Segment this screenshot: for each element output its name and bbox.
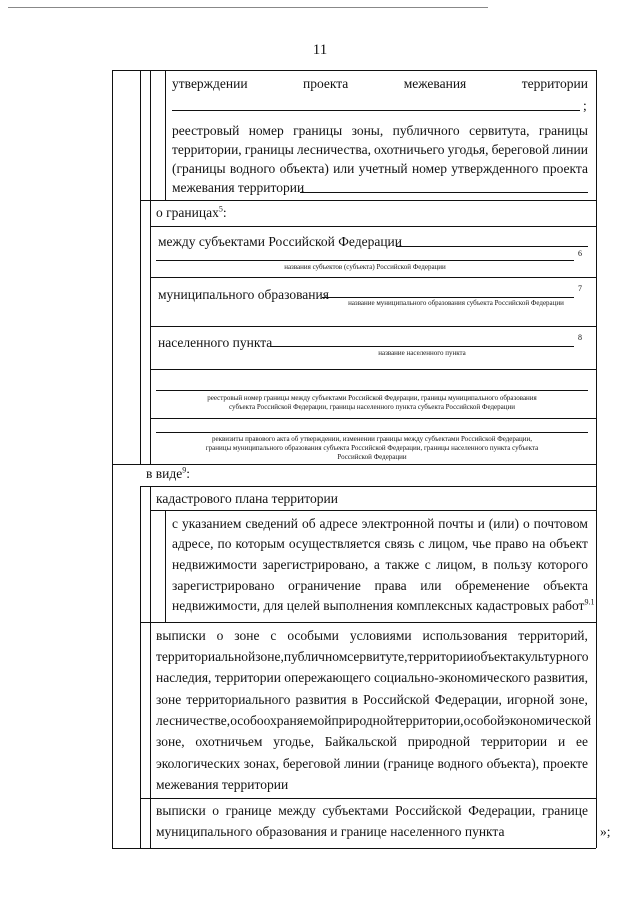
word: обременение bbox=[455, 578, 530, 593]
word: проекта bbox=[542, 161, 588, 176]
registry-para-line-3 bbox=[172, 161, 588, 177]
registry-para-last: межевания территории bbox=[172, 180, 305, 195]
word: территории bbox=[407, 649, 474, 664]
footnote-ref: 5 bbox=[218, 204, 223, 214]
extract-line-6 bbox=[156, 734, 588, 750]
word: зонах, bbox=[243, 756, 280, 771]
word: проекте bbox=[542, 756, 588, 771]
word: также bbox=[385, 557, 420, 572]
approval-line-1 bbox=[172, 76, 588, 92]
word: береговой bbox=[491, 142, 550, 157]
word: которого bbox=[537, 557, 588, 572]
frame-left-5 bbox=[140, 486, 141, 848]
word: экологических bbox=[156, 756, 241, 771]
registry-para-line-2 bbox=[172, 142, 588, 158]
word: особыми bbox=[287, 628, 339, 643]
subjects-blank bbox=[396, 246, 588, 247]
word: и bbox=[477, 516, 485, 531]
word: игорной bbox=[507, 692, 555, 707]
word: лицом, bbox=[436, 557, 476, 572]
word: наследия, bbox=[156, 670, 212, 685]
colon: : bbox=[222, 205, 227, 220]
details-caption-3: Российской Федерации bbox=[337, 453, 407, 461]
registry-caption-1: реестровый номер границы между субъектами Российской Федерации, границы муниципального образования bbox=[207, 394, 537, 402]
approval-semicolon: ; bbox=[583, 98, 587, 113]
registry-caption-2: субъекта Российской Федерации, границы населенного пункта субъекта Российской Федерации bbox=[229, 403, 515, 411]
word: проекта bbox=[302, 76, 349, 91]
word: границы bbox=[538, 123, 588, 138]
settlement-caption: название населенного пункта bbox=[378, 349, 466, 357]
row-line-3 bbox=[150, 277, 596, 278]
word: береговой bbox=[282, 756, 341, 771]
word: объект bbox=[549, 536, 588, 551]
word: объекта), bbox=[486, 756, 540, 771]
border-extract-last: муниципального образования и границе населенного пункта bbox=[156, 824, 505, 839]
word: водного bbox=[229, 161, 276, 176]
subjects-blank-2 bbox=[156, 260, 574, 261]
closing-quote: »; bbox=[600, 824, 611, 839]
word: с bbox=[270, 628, 277, 643]
word: линии bbox=[552, 142, 588, 157]
email-line-1 bbox=[172, 516, 588, 532]
word: территориального bbox=[186, 692, 291, 707]
extract-line-5 bbox=[156, 713, 592, 729]
word: зоны, bbox=[351, 123, 384, 138]
word: ее bbox=[575, 734, 588, 749]
word: использования bbox=[422, 628, 508, 643]
word: природной bbox=[331, 713, 394, 728]
word: номер bbox=[411, 161, 447, 176]
word: объекта bbox=[473, 649, 519, 664]
word: субъектами bbox=[322, 803, 389, 818]
municipal-label: муниципального образования bbox=[158, 287, 329, 302]
word: которым bbox=[235, 536, 285, 551]
word: по bbox=[217, 536, 232, 551]
word: зоне bbox=[234, 628, 260, 643]
word: территории bbox=[521, 76, 588, 91]
word: лицом, bbox=[428, 536, 469, 551]
settlement-blank bbox=[270, 346, 574, 347]
word: Российской bbox=[363, 692, 430, 707]
extract-line-3 bbox=[156, 670, 588, 686]
cadastral-plan: кадастрового плана территории bbox=[156, 491, 338, 506]
word: сведений bbox=[245, 516, 298, 531]
word: сервитуте, bbox=[347, 649, 408, 664]
word: границы bbox=[244, 142, 294, 157]
word: с bbox=[172, 516, 178, 531]
extract-line-2 bbox=[156, 649, 588, 665]
row-line-0 bbox=[112, 70, 596, 71]
word: территории bbox=[480, 734, 548, 749]
word: границе bbox=[225, 803, 272, 818]
word: границе bbox=[542, 803, 588, 818]
word: границы bbox=[293, 123, 343, 138]
word: охотничьем bbox=[195, 734, 263, 749]
word: опережающего bbox=[284, 670, 371, 685]
row-line-5 bbox=[150, 369, 596, 370]
municipal-blank bbox=[322, 297, 574, 298]
word: природной bbox=[407, 734, 471, 749]
registry-number-blank bbox=[156, 390, 588, 391]
row-line-11 bbox=[140, 798, 596, 799]
email-last-text: недвижимости, для целей выполнения комплексных кадастровых работ bbox=[172, 598, 585, 613]
word: территорий, bbox=[518, 628, 588, 643]
row-line-1 bbox=[140, 200, 596, 201]
word: связь bbox=[384, 536, 415, 551]
word: о bbox=[216, 628, 224, 643]
registry-blank bbox=[300, 192, 588, 193]
word: экономической bbox=[504, 713, 592, 728]
details-caption-2: границы муниципального образования субъекта Российской Федерации, границы населенного пункта субъекта bbox=[205, 444, 539, 452]
word: с bbox=[418, 536, 425, 551]
frame-left-3 bbox=[150, 70, 151, 464]
row-line-6 bbox=[150, 418, 596, 419]
word: особой bbox=[463, 713, 505, 728]
row-line-8 bbox=[140, 486, 596, 487]
word: угодья, bbox=[447, 142, 489, 157]
word: зоне, bbox=[255, 649, 284, 664]
word: зоне, bbox=[559, 692, 588, 707]
word: зарегистрировано bbox=[172, 578, 275, 593]
extract-last: межевания территории bbox=[156, 777, 289, 792]
details-caption-1: реквизиты правового акта об утверждении, изменении границы между субъектами Российской Федерации, bbox=[211, 435, 533, 443]
word: почтовом bbox=[533, 516, 588, 531]
frame-left-7 bbox=[165, 510, 166, 622]
top-rule bbox=[8, 7, 488, 8]
subjects-label: между субъектами Российской Федерации bbox=[158, 234, 402, 249]
email-line-3 bbox=[172, 557, 588, 573]
word: утвержденного bbox=[451, 161, 539, 176]
word: зоне, bbox=[156, 734, 185, 749]
word: между bbox=[278, 803, 316, 818]
footnote-ref: 9 bbox=[182, 465, 187, 475]
details-blank bbox=[156, 432, 588, 433]
word: адресе bbox=[319, 516, 358, 531]
word: территории, bbox=[393, 713, 464, 728]
word: в bbox=[481, 557, 488, 572]
row-line-12 bbox=[112, 848, 596, 849]
word: указанием bbox=[181, 516, 242, 531]
word: (границе bbox=[383, 756, 434, 771]
word: или bbox=[333, 161, 355, 176]
word: чье bbox=[472, 536, 492, 551]
frame-right bbox=[596, 70, 597, 848]
word: публичного bbox=[392, 123, 460, 138]
word: условиями bbox=[349, 628, 412, 643]
frame-left-2 bbox=[140, 70, 141, 464]
frame-left-outer bbox=[112, 70, 113, 848]
extract-line-4 bbox=[156, 692, 588, 708]
settlement-note: 8 bbox=[578, 333, 582, 342]
frame-left-4 bbox=[165, 70, 166, 200]
extract-line-1 bbox=[156, 628, 588, 644]
settlement-label: населенного пункта bbox=[158, 335, 273, 350]
word: почты bbox=[438, 516, 474, 531]
word: об bbox=[301, 516, 316, 531]
word: развития, bbox=[533, 670, 588, 685]
word: территории, bbox=[172, 142, 242, 157]
subjects-note: 6 bbox=[578, 249, 582, 258]
colon: : bbox=[186, 466, 190, 481]
word: (границы bbox=[172, 161, 226, 176]
word: Федерации, bbox=[434, 692, 502, 707]
word: территориальной bbox=[156, 649, 256, 664]
word: лесничества, bbox=[296, 142, 371, 157]
word: культурного bbox=[518, 649, 589, 664]
word: социально-экономического bbox=[374, 670, 531, 685]
email-line-2 bbox=[172, 536, 588, 552]
form-heading-text: в виде bbox=[146, 466, 183, 481]
email-last bbox=[172, 598, 594, 614]
word: учетный bbox=[358, 161, 408, 176]
word: на bbox=[532, 536, 546, 551]
row-line-9 bbox=[150, 510, 596, 511]
border-extract-line-1 bbox=[156, 803, 588, 819]
word: межевания bbox=[403, 76, 467, 91]
word: сервитута, bbox=[469, 123, 530, 138]
word: угодье, bbox=[273, 734, 314, 749]
email-line-4 bbox=[172, 578, 588, 594]
footnote-ref: 9.1 bbox=[584, 597, 595, 607]
word: в bbox=[351, 692, 358, 707]
word: развития bbox=[295, 692, 347, 707]
row-line-4 bbox=[150, 326, 596, 327]
word: или bbox=[420, 578, 442, 593]
word: публичном bbox=[283, 649, 348, 664]
word: с bbox=[424, 557, 431, 572]
word: объекта bbox=[543, 578, 588, 593]
word: пользу bbox=[493, 557, 533, 572]
word: права bbox=[374, 578, 407, 593]
word: зарегистрировано, bbox=[262, 557, 369, 572]
row-line-10 bbox=[140, 622, 596, 623]
word: электронной bbox=[361, 516, 435, 531]
word: выписки bbox=[156, 803, 206, 818]
row-line-2 bbox=[150, 226, 596, 227]
word: о bbox=[522, 516, 530, 531]
word: и bbox=[557, 734, 566, 749]
municipal-note: 7 bbox=[578, 284, 582, 293]
word: охотничьего bbox=[374, 142, 445, 157]
word: зоне bbox=[156, 692, 182, 707]
registry-para-line-1 bbox=[172, 123, 588, 139]
word: линии bbox=[344, 756, 380, 771]
form-heading bbox=[146, 466, 190, 482]
word: особо bbox=[230, 713, 264, 728]
word: номер bbox=[248, 123, 284, 138]
word: о bbox=[212, 803, 220, 818]
word: (или) bbox=[488, 516, 519, 531]
word: осуществляется bbox=[288, 536, 381, 551]
approval-blank bbox=[172, 110, 580, 111]
extract-line-7 bbox=[156, 756, 588, 772]
word: а bbox=[373, 557, 380, 572]
word: утверждении bbox=[172, 76, 248, 91]
borders-heading-text: о границах bbox=[156, 205, 219, 220]
word: охраняемой bbox=[263, 713, 332, 728]
word: ограничение bbox=[288, 578, 361, 593]
word: территории bbox=[214, 670, 282, 685]
word: Федерации, bbox=[468, 803, 536, 818]
municipal-caption: название муниципального образования субъекта Российской Федерации bbox=[348, 299, 564, 307]
word: объекта) bbox=[279, 161, 329, 176]
word: адресе, bbox=[172, 536, 214, 551]
word: Байкальской bbox=[324, 734, 397, 749]
word: выписки bbox=[156, 628, 206, 643]
word: реестровый bbox=[172, 123, 240, 138]
page-number: 11 bbox=[312, 42, 328, 58]
subjects-caption: названия субъектов (субъекта) Российской Федерации bbox=[284, 263, 446, 271]
word: недвижимости bbox=[172, 557, 257, 572]
borders-heading bbox=[156, 205, 227, 221]
word: водного bbox=[437, 756, 483, 771]
word: Российской bbox=[395, 803, 462, 818]
frame-left-6 bbox=[150, 486, 151, 848]
word: право bbox=[495, 536, 529, 551]
word: лесничестве, bbox=[156, 713, 231, 728]
